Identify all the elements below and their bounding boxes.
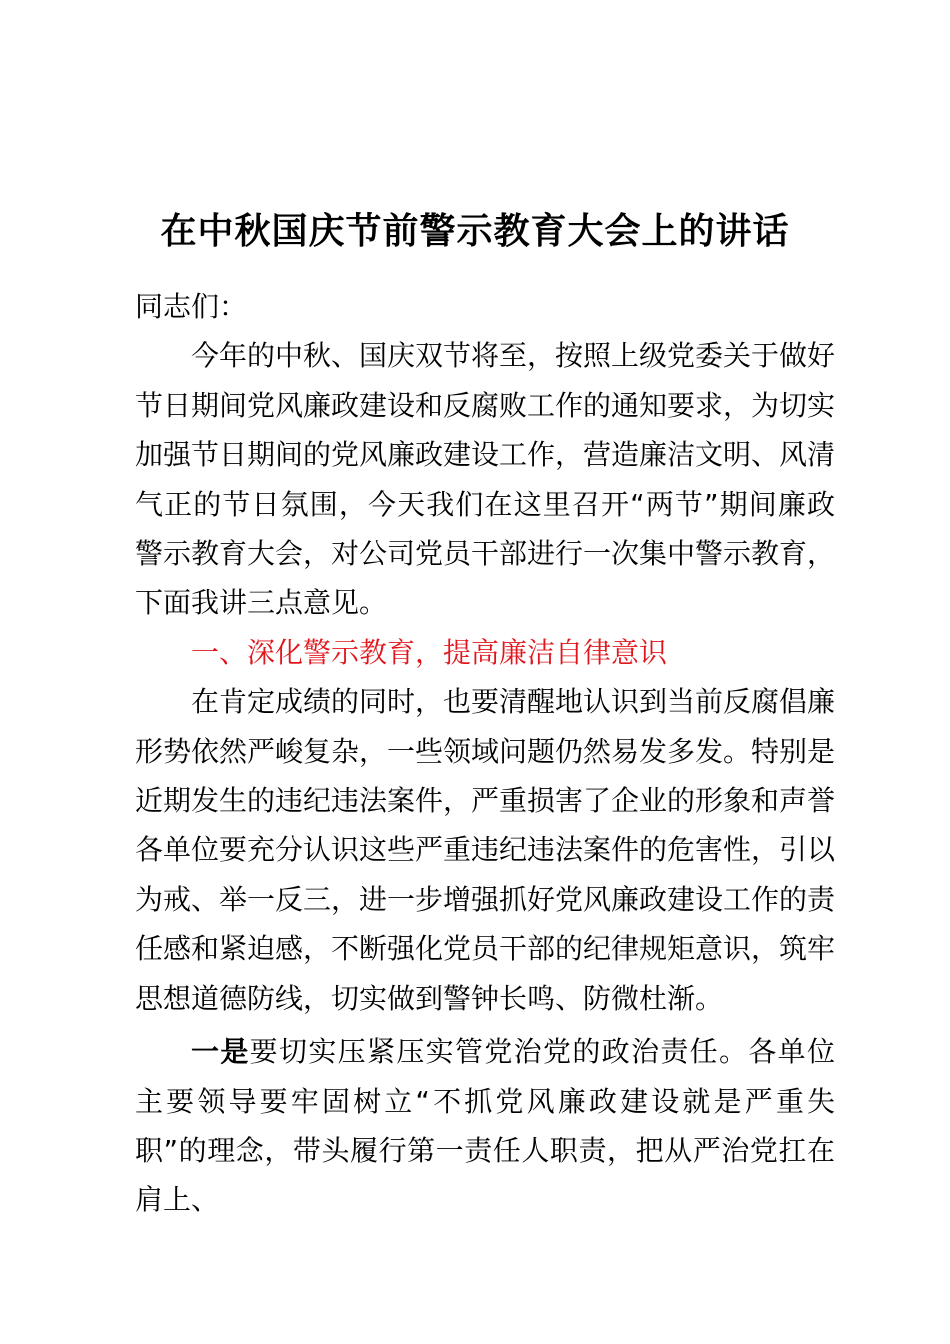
section-1-heading: 一、深化警示教育，提高廉洁自律意识: [191, 635, 668, 669]
point-1-text: 要切实压紧压实管党治党的政治责任。各单位主要领导要牢固树立“不抓党风廉政建设就是严重失职”的理念，带头履行第一责任人职责，把从严治党扛在肩上、: [135, 1035, 835, 1217]
section-1-paragraph: 在肯定成绩的同时，也要清醒地认识到当前反腐倡廉形势依然严峻复杂，一些领域问题仍然易发多发。特别是近期发生的违纪违法案件，严重损害了企业的形象和声誉各单位要充分认识这些严重违纪违法案件的危害性，引以为戒、举一反三，进一步增强抓好党风廉政建设工作的责任感和紧迫感，不断强化党员干部的纪律规矩意识，筑牢思想道德防线，切实做到警钟长鸣、防微杜渐。: [135, 685, 836, 1015]
intro-paragraph: 今年的中秋、国庆双节将至，按照上级党委关于做好节日期间党风廉政建设和反腐败工作的通知要求，为切实加强节日期间的党风廉政建设工作，营造廉洁文明、风清气正的节日氛围，今天我们在这里召开“两节”期间廉政警示教育大会，对公司党员干部进行一次集中警示教育，下面我讲三点意见。: [135, 339, 836, 620]
salutation: 同志们：: [135, 290, 248, 323]
document-body: [135, 282, 835, 1225]
point-1-paragraph: [135, 1027, 835, 1225]
document-title: 在中秋国庆节前警示教育大会上的讲话: [160, 211, 790, 252]
point-1-lead: 一是: [191, 1035, 250, 1069]
